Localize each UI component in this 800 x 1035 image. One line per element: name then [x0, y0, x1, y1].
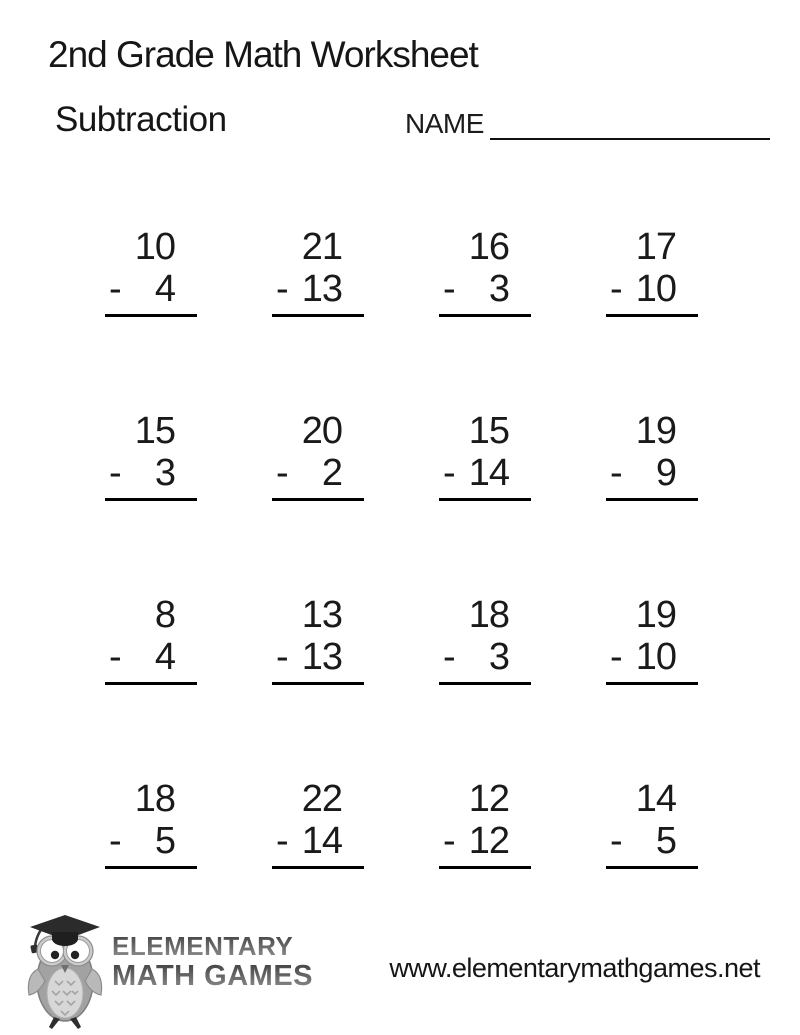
subtrahend: 3: [488, 636, 509, 678]
minuend: 15: [134, 410, 175, 452]
minuend: 12: [468, 778, 509, 820]
minus-operator: -: [443, 452, 455, 494]
minuend: 13: [301, 594, 342, 636]
subtraction-problem-7: [439, 410, 531, 501]
answer-line: [272, 498, 364, 501]
minus-operator: -: [109, 268, 121, 310]
minus-operator: -: [276, 452, 288, 494]
answer-line: [105, 866, 197, 869]
minuend: 8: [154, 594, 175, 636]
minus-operator: -: [276, 820, 288, 862]
minuend: 16: [468, 226, 509, 268]
minuend: 21: [301, 226, 342, 268]
answer-line: [105, 314, 197, 317]
subtrahend: 5: [655, 820, 676, 862]
subtraction-problem-2: [272, 226, 364, 317]
subtrahend: 13: [301, 268, 342, 310]
minuend: 14: [635, 778, 676, 820]
minuend: 20: [301, 410, 342, 452]
subtrahend: 10: [635, 636, 676, 678]
subtrahend: 3: [154, 452, 175, 494]
subtrahend: 4: [154, 636, 175, 678]
subtraction-problem-14: [272, 778, 364, 869]
subtraction-problem-4: [606, 226, 698, 317]
subtraction-problem-9: [105, 594, 197, 685]
subtrahend: 12: [468, 820, 509, 862]
minus-operator: -: [109, 820, 121, 862]
answer-line: [439, 498, 531, 501]
minuend: 15: [468, 410, 509, 452]
page-title: 2nd Grade Math Worksheet: [48, 34, 478, 75]
answer-line: [439, 682, 531, 685]
answer-line: [105, 498, 197, 501]
answer-line: [606, 314, 698, 317]
logo-line-elementary: ELEMENTARY: [112, 933, 313, 959]
name-row: [405, 108, 770, 140]
minus-operator: -: [610, 268, 622, 310]
answer-line: [606, 866, 698, 869]
answer-line: [606, 682, 698, 685]
minus-operator: -: [610, 636, 622, 678]
minus-operator: -: [443, 268, 455, 310]
answer-line: [272, 314, 364, 317]
logo-line-math-games: MATH GAMES: [112, 960, 314, 992]
subtraction-problem-10: [272, 594, 364, 685]
subtraction-problem-11: [439, 594, 531, 685]
minus-operator: -: [443, 820, 455, 862]
name-label: NAME: [405, 108, 484, 139]
minuend: 19: [635, 410, 676, 452]
subtrahend: 14: [468, 452, 509, 494]
subtraction-problem-1: [105, 226, 197, 317]
subtrahend: 5: [154, 820, 175, 862]
answer-line: [272, 866, 364, 869]
minuend: 22: [301, 778, 342, 820]
answer-line: [606, 498, 698, 501]
minus-operator: -: [610, 820, 622, 862]
minuend: 18: [468, 594, 509, 636]
subtraction-problem-13: [105, 778, 197, 869]
minuend: 19: [635, 594, 676, 636]
minus-operator: -: [276, 268, 288, 310]
minuend: 17: [635, 226, 676, 268]
answer-line: [105, 682, 197, 685]
owl-mascot-icon: [22, 913, 108, 1031]
minuend: 18: [134, 778, 175, 820]
minuend: 10: [134, 226, 175, 268]
answer-line: [272, 682, 364, 685]
subtraction-problem-5: [105, 410, 197, 501]
worksheet-topic: Subtraction: [55, 100, 227, 139]
website-url: www.elementarymathgames.net: [389, 953, 760, 983]
minus-operator: -: [109, 636, 121, 678]
minus-operator: -: [276, 636, 288, 678]
minus-operator: -: [610, 452, 622, 494]
subtrahend: 3: [488, 268, 509, 310]
subtrahend: 14: [301, 820, 342, 862]
answer-line: [439, 314, 531, 317]
subtraction-problem-15: [439, 778, 531, 869]
elementary-math-games-logo: [22, 913, 313, 1031]
problem-grid: [105, 226, 698, 869]
subtrahend: 2: [321, 452, 342, 494]
name-blank-line: [490, 110, 770, 140]
subtrahend: 10: [635, 268, 676, 310]
subtrahend: 13: [301, 636, 342, 678]
subtrahend: 9: [655, 452, 676, 494]
subtraction-problem-8: [606, 410, 698, 501]
minus-operator: -: [109, 452, 121, 494]
subtrahend: 4: [154, 268, 175, 310]
subtraction-problem-6: [272, 410, 364, 501]
subtraction-problem-12: [606, 594, 698, 685]
logo-wordmark: [112, 933, 313, 991]
subtraction-problem-16: [606, 778, 698, 869]
answer-line: [439, 866, 531, 869]
subtraction-problem-3: [439, 226, 531, 317]
minus-operator: -: [443, 636, 455, 678]
